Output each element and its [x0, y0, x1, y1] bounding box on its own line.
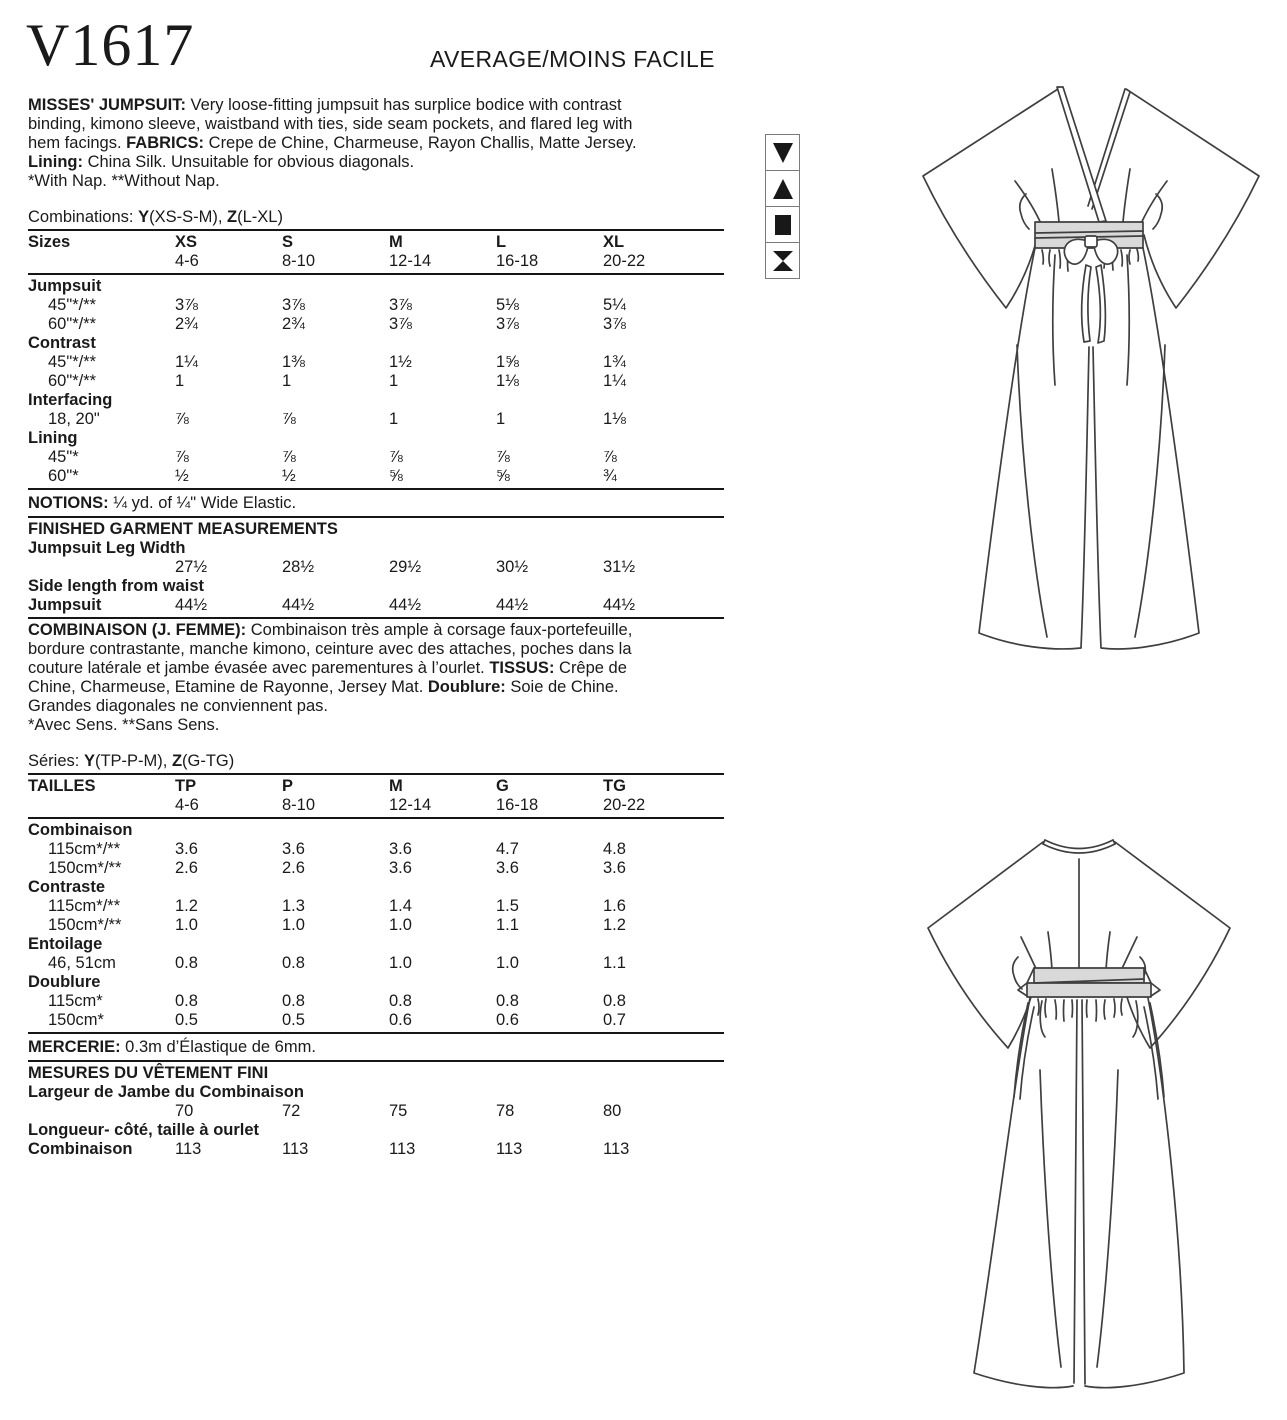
table-cell: 0.5 — [175, 1011, 198, 1029]
combinations-line — [28, 208, 724, 227]
size-column-name: L — [496, 233, 507, 251]
table-cell: 30½ — [496, 558, 529, 576]
table-row — [28, 935, 724, 954]
row-label: 115cm*/** — [48, 897, 121, 915]
back-right-leg — [1085, 998, 1184, 1388]
table-cell: ½ — [282, 467, 296, 485]
row-label: 150cm*/** — [48, 916, 122, 934]
table-cell: 3⅞ — [389, 315, 412, 333]
table-row — [28, 372, 724, 391]
text-segment: Chine, Charmeuse, Etamine de Rayonne, Jersey Mat. — [28, 678, 428, 696]
table-cell: 1¼ — [603, 372, 626, 390]
table-row — [28, 577, 724, 596]
size-column-range: 20-22 — [603, 796, 646, 814]
text-line — [28, 659, 724, 678]
table-cell: 0.8 — [175, 992, 198, 1010]
row-label: Lining — [28, 429, 78, 447]
table-cell: 29½ — [389, 558, 422, 576]
text-segment: Grandes diagonales ne conviennent pas. — [28, 697, 328, 715]
yardage-table-french — [28, 777, 724, 1030]
table-cell: 44½ — [603, 596, 636, 614]
info-column — [28, 96, 724, 1159]
table-row — [28, 315, 724, 334]
table-row — [28, 277, 724, 296]
table-row — [28, 840, 724, 859]
table-row — [28, 1102, 724, 1121]
size-column-name: P — [282, 777, 294, 795]
text-segment: ¼ yd. of ¼" Wide Elastic. — [108, 494, 297, 512]
text-bold-segment: FABRICS: — [126, 134, 205, 152]
divider-rule — [28, 1060, 724, 1062]
table-cell: 1¾ — [603, 353, 626, 371]
row-label: Contraste — [28, 878, 106, 896]
row-label: Jumpsuit — [28, 596, 102, 614]
table-cell: 2¾ — [282, 315, 305, 333]
text-segment: Soie de Chine. — [505, 678, 619, 696]
size-column-range: 12-14 — [389, 796, 432, 814]
table-cell: 44½ — [496, 596, 529, 614]
text-bold-segment: Y — [83, 752, 95, 770]
table-cell: 0.8 — [496, 992, 519, 1010]
table-cell: ⅞ — [175, 410, 189, 428]
text-line — [28, 492, 724, 514]
row-label: Jumpsuit Leg Width — [28, 539, 186, 557]
size-column-name: XL — [603, 233, 625, 251]
divider-rule — [28, 229, 724, 231]
description-french — [28, 621, 724, 735]
row-label: Entoilage — [28, 935, 103, 953]
row-label: Jumpsuit — [28, 277, 102, 295]
size-header-label: Sizes — [28, 233, 71, 251]
table-cell: 1.1 — [496, 916, 519, 934]
table-cell: 0.5 — [282, 1011, 305, 1029]
table-cell: 3⅞ — [603, 315, 626, 333]
row-label: 45"*/** — [48, 353, 97, 371]
size-column-name: M — [389, 777, 403, 795]
nap-symbols-column — [765, 135, 801, 279]
table-cell: 31½ — [603, 558, 636, 576]
text-segment: Crepe de Chine, Charmeuse, Rayon Challis, Matte Jersey. — [204, 134, 637, 152]
table-cell: 80 — [603, 1102, 622, 1120]
table-cell: 0.8 — [389, 992, 412, 1010]
table-cell: 75 — [389, 1102, 408, 1120]
row-label — [28, 558, 175, 577]
table-cell: 44½ — [389, 596, 422, 614]
table-row — [28, 821, 724, 840]
table-row — [28, 1011, 724, 1030]
front-right-sleeve — [1126, 89, 1259, 308]
back-tie-end-right — [1151, 983, 1160, 996]
row-label: Doublure — [28, 973, 101, 991]
divider-rule — [28, 1032, 724, 1034]
table-cell: 1.2 — [603, 916, 626, 934]
table-cell: 1.1 — [603, 954, 626, 972]
table-row — [28, 954, 724, 973]
text-line — [28, 153, 724, 172]
table-row — [28, 429, 724, 448]
text-segment: *Avec Sens. **Sans Sens. — [28, 716, 220, 734]
table-cell: 1.0 — [389, 916, 412, 934]
text-bold-segment: Lining: — [28, 153, 83, 171]
table-cell: 1 — [389, 372, 399, 390]
table-cell: ⅞ — [603, 448, 617, 466]
table-row — [28, 410, 724, 429]
size-column-name: G — [496, 777, 509, 795]
size-column-range: 16-18 — [496, 252, 539, 270]
row-label: 46, 51cm — [48, 954, 116, 972]
front-left-leg — [979, 248, 1089, 649]
row-label — [28, 796, 175, 815]
table-cell: 3⅞ — [282, 296, 305, 314]
row-label: Interfacing — [28, 391, 113, 409]
row-label: Side length from waist — [28, 577, 205, 595]
text-line — [28, 134, 724, 153]
table-cell: ⅝ — [389, 467, 403, 485]
table-cell: 5⅛ — [496, 296, 519, 314]
table-row — [28, 353, 724, 372]
size-column-range: 4-6 — [175, 252, 199, 270]
table-cell: 4.7 — [496, 840, 519, 858]
size-column-name: TP — [175, 777, 197, 795]
table-cell: 3.6 — [175, 840, 198, 858]
table-cell: 0.7 — [603, 1011, 626, 1029]
notions-line — [28, 492, 724, 514]
table-row — [28, 777, 724, 796]
table-cell: 1.3 — [282, 897, 305, 915]
table-cell: 3.6 — [389, 840, 412, 858]
table-row — [28, 558, 724, 577]
text-bold-segment: MISSES' JUMPSUIT: — [28, 96, 186, 114]
table-cell: 70 — [175, 1102, 194, 1120]
table-cell: 2.6 — [282, 859, 305, 877]
text-bold-segment: Y — [138, 208, 150, 226]
table-cell: 3.6 — [389, 859, 412, 877]
table-cell: 28½ — [282, 558, 315, 576]
text-bold-segment: Doublure: — [427, 678, 506, 696]
table-cell: 27½ — [175, 558, 208, 576]
text-bold-segment: TISSUS: — [489, 659, 555, 677]
text-line — [28, 208, 724, 227]
back-left-leg — [974, 998, 1073, 1388]
row-label: 45"* — [48, 448, 79, 466]
text-bold-segment: COMBINAISON (J. FEMME): — [28, 621, 247, 639]
text-line — [28, 678, 724, 697]
table-cell: 0.8 — [282, 992, 305, 1010]
table-cell: 44½ — [282, 596, 315, 614]
finished-measurements-title-fr: MESURES DU VÊTEMENT FINI — [28, 1064, 269, 1082]
text-line — [28, 1036, 724, 1058]
row-label: 18, 20" — [48, 410, 100, 428]
back-neck-binding — [1045, 840, 1113, 849]
row-label: 150cm*/** — [48, 859, 122, 877]
row-label: Combinaison — [28, 1140, 133, 1158]
text-segment: binding, kimono sleeve, waistband with ties, side seam pockets, and flared leg with — [28, 115, 633, 133]
table-cell: 1.4 — [389, 897, 412, 915]
front-tie-knot — [1085, 236, 1097, 247]
table-cell: 3.6 — [496, 859, 519, 877]
text-line — [28, 640, 724, 659]
table-cell: 4.8 — [603, 840, 626, 858]
table-cell: 3.6 — [282, 840, 305, 858]
table-cell: ⅞ — [175, 448, 189, 466]
table-cell: 3⅞ — [175, 296, 198, 314]
table-cell: 5¼ — [603, 296, 626, 314]
table-cell: 113 — [496, 1140, 523, 1158]
table-row — [28, 233, 724, 252]
jumpsuit-back-illustration — [870, 835, 1255, 1395]
size-column-range: 8-10 — [282, 796, 316, 814]
text-line — [28, 621, 724, 640]
table-cell: 0.6 — [496, 1011, 519, 1029]
table-row — [28, 539, 724, 558]
row-label: 60"* — [48, 467, 79, 485]
front-left-sleeve — [923, 89, 1058, 308]
size-column-range: 16-18 — [496, 796, 539, 814]
table-row — [28, 448, 724, 467]
row-label: Largeur de Jambe du Combinaison — [28, 1083, 304, 1101]
table-cell: 72 — [282, 1102, 301, 1120]
divider-rule — [28, 516, 724, 518]
pattern-number: V1617 — [26, 12, 195, 78]
row-label: 60"*/** — [48, 372, 97, 390]
table-cell: 1 — [175, 372, 185, 390]
yardage-table-english — [28, 233, 724, 486]
table-cell: 113 — [603, 1140, 630, 1158]
divider-rule — [28, 817, 724, 819]
text-segment: (L-XL) — [237, 208, 283, 226]
row-label: 115cm*/** — [48, 840, 121, 858]
row-label: 115cm* — [48, 992, 103, 1010]
table-cell: 3.6 — [603, 859, 626, 877]
table-cell: 3⅞ — [389, 296, 412, 314]
finished-measurements-table-fr — [28, 1083, 724, 1159]
table-cell: 1.2 — [175, 897, 198, 915]
table-cell: 1½ — [389, 353, 412, 371]
table-cell: 44½ — [175, 596, 208, 614]
text-line — [28, 752, 724, 771]
table-row — [28, 252, 724, 271]
text-segment: (XS-S-M), — [149, 208, 227, 226]
table-cell: 1.0 — [282, 916, 305, 934]
row-label: Contrast — [28, 334, 96, 352]
size-column-name: XS — [175, 233, 198, 251]
size-header-label: TAILLES — [28, 777, 96, 795]
text-segment: China Silk. Unsuitable for obvious diagonals. — [82, 153, 415, 171]
table-cell: 1.0 — [389, 954, 412, 972]
jumpsuit-front-illustration — [905, 85, 1265, 670]
table-row — [28, 391, 724, 410]
description-english — [28, 96, 724, 191]
size-column-range: 4-6 — [175, 796, 199, 814]
size-column-range: 8-10 — [282, 252, 316, 270]
table-row — [28, 796, 724, 815]
row-label: 45"*/** — [48, 296, 97, 314]
row-label — [28, 1102, 175, 1121]
text-segment: (TP-P-M), — [94, 752, 172, 770]
difficulty-label: AVERAGE/MOINS FACILE — [430, 46, 715, 72]
table-row — [28, 973, 724, 992]
row-label: 150cm* — [48, 1011, 104, 1029]
text-bold-segment: Z — [227, 208, 238, 226]
finished-measurements-table-en — [28, 539, 724, 615]
front-contrast-binding — [1057, 87, 1106, 222]
table-cell: 1⅛ — [496, 372, 519, 390]
size-column-name: M — [389, 233, 403, 251]
text-segment: hem facings. — [28, 134, 127, 152]
table-cell: 1.6 — [603, 897, 626, 915]
text-segment: Combinations: — [28, 208, 139, 226]
table-cell: 1.0 — [496, 954, 519, 972]
text-line — [28, 172, 724, 191]
table-cell: ⅞ — [282, 410, 296, 428]
table-cell: 1.5 — [496, 897, 519, 915]
row-label: 60"*/** — [48, 315, 97, 333]
table-cell: 0.6 — [389, 1011, 412, 1029]
table-cell: 2¾ — [175, 315, 198, 333]
nap-up-triangle-icon — [765, 170, 800, 207]
table-cell: ⅞ — [389, 448, 403, 466]
row-label — [28, 252, 175, 271]
table-cell: 1⅝ — [496, 353, 519, 371]
table-cell: 1.0 — [175, 916, 198, 934]
table-cell: ⅞ — [282, 448, 296, 466]
table-cell: 113 — [389, 1140, 416, 1158]
table-row — [28, 916, 724, 935]
text-line — [28, 115, 724, 134]
size-column-range: 20-22 — [603, 252, 646, 270]
table-cell: 2.6 — [175, 859, 198, 877]
text-bold-segment: NOTIONS: — [28, 494, 109, 512]
text-segment: bordure contrastante, manche kimono, ceinture avec des attaches, poches dans la — [28, 640, 632, 658]
front-right-leg — [1093, 248, 1199, 649]
table-cell: ½ — [175, 467, 189, 485]
size-column-range: 12-14 — [389, 252, 432, 270]
table-cell: 1 — [389, 410, 399, 428]
divider-rule — [28, 617, 724, 619]
table-row — [28, 334, 724, 353]
table-row — [28, 1121, 724, 1140]
text-line — [28, 716, 724, 735]
series-line — [28, 752, 724, 771]
nap-down-triangle-icon — [765, 134, 800, 171]
text-segment: Séries: — [28, 752, 84, 770]
divider-rule — [28, 488, 724, 490]
text-line — [28, 697, 724, 716]
table-row — [28, 992, 724, 1011]
table-cell: 3⅞ — [496, 315, 519, 333]
table-row — [28, 596, 724, 615]
table-row — [28, 859, 724, 878]
table-cell: 0.8 — [282, 954, 305, 972]
table-cell: 1 — [282, 372, 292, 390]
text-segment: couture latérale et jambe évasée avec parementures à l’ourlet. — [28, 659, 490, 677]
table-cell: 78 — [496, 1102, 515, 1120]
text-segment: 0.3m d’Élastique de 6mm. — [120, 1038, 316, 1056]
table-cell: 1⅜ — [282, 353, 305, 371]
table-cell: 1 — [496, 410, 506, 428]
table-cell: 113 — [175, 1140, 202, 1158]
table-cell: 0.8 — [603, 992, 626, 1010]
text-bold-segment: Z — [171, 752, 183, 770]
table-cell: 1¼ — [175, 353, 198, 371]
size-column-name: S — [282, 233, 294, 251]
table-cell: 113 — [282, 1140, 309, 1158]
row-label: Combinaison — [28, 821, 133, 839]
table-row — [28, 897, 724, 916]
text-segment: (G-TG) — [182, 752, 235, 770]
text-segment: *With Nap. **Without Nap. — [28, 172, 220, 190]
size-column-name: TG — [603, 777, 626, 795]
text-segment: Crêpe de — [554, 659, 627, 677]
nap-hourglass-icon — [765, 242, 800, 279]
table-row — [28, 1140, 724, 1159]
table-row — [28, 1083, 724, 1102]
text-bold-segment: MERCERIE: — [28, 1038, 121, 1056]
divider-rule — [28, 273, 724, 275]
table-cell: 0.8 — [175, 954, 198, 972]
table-row — [28, 296, 724, 315]
text-segment: Combinaison très ample à corsage faux-portefeuille, — [246, 621, 633, 639]
text-segment: Very loose-fitting jumpsuit has surplice bodice with contrast — [185, 96, 622, 114]
table-row — [28, 467, 724, 486]
divider-rule — [28, 773, 724, 775]
table-row — [28, 878, 724, 897]
row-label: Longueur- côté, taille à ourlet — [28, 1121, 260, 1139]
table-cell: ⅞ — [496, 448, 510, 466]
mercerie-line — [28, 1036, 724, 1058]
finished-measurements-title-en: FINISHED GARMENT MEASUREMENTS — [28, 520, 338, 538]
text-line — [28, 96, 724, 115]
table-cell: ¾ — [603, 467, 617, 485]
table-cell: ⅝ — [496, 467, 510, 485]
table-cell: 1⅛ — [603, 410, 626, 428]
nap-square-icon — [765, 206, 800, 243]
